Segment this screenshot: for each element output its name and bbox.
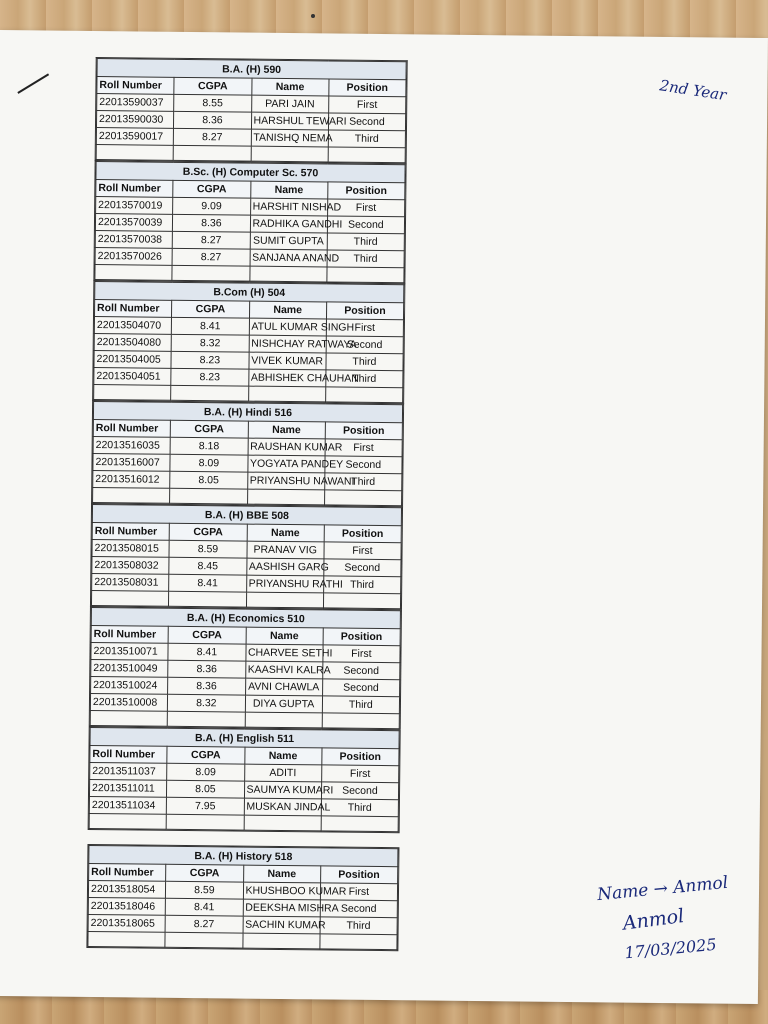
- signature-date: 17/03/2025: [623, 934, 718, 963]
- blank-cell: [242, 933, 319, 949]
- cell-cgpa: 8.41: [169, 574, 246, 592]
- blank-cell: [246, 592, 323, 608]
- column-header-position: Position: [326, 302, 403, 320]
- blank-cell: [170, 488, 247, 504]
- cell-cgpa: 8.09: [170, 454, 247, 472]
- blank-cell: [320, 934, 397, 950]
- cell-position: First: [321, 765, 398, 783]
- course-block: [88, 726, 401, 833]
- blank-cell: [248, 386, 325, 402]
- cell-name: AASHISH GARG: [246, 558, 323, 576]
- blank-cell: [247, 489, 324, 505]
- cell-cgpa: 9.09: [173, 197, 250, 215]
- cell-position: Second: [320, 900, 397, 918]
- column-header-roll: Roll Number: [90, 745, 167, 763]
- blank-cell: [245, 712, 322, 728]
- blank-cell: [173, 145, 250, 161]
- cell-cgpa: 8.27: [165, 915, 242, 933]
- cell-position: First: [324, 542, 401, 560]
- column-header-name: Name: [251, 78, 328, 96]
- blank-cell: [322, 713, 399, 729]
- cell-cgpa: 8.27: [172, 248, 249, 266]
- column-header-cgpa: CGPA: [173, 180, 250, 198]
- blank-cell: [165, 932, 242, 948]
- year-note: 2nd Year: [658, 76, 728, 105]
- course-block: [86, 844, 399, 951]
- cell-roll: 22013504005: [94, 351, 171, 369]
- cell-name: PARI JAIN: [251, 95, 328, 113]
- course-title: B.A. (H) English 511: [90, 727, 399, 748]
- course-title: B.A. (H) BBE 508: [92, 504, 401, 525]
- column-header-cgpa: CGPA: [170, 420, 247, 438]
- blank-cell: [96, 145, 173, 161]
- cell-cgpa: 8.41: [172, 317, 249, 335]
- cell-roll: 22013570026: [95, 248, 172, 266]
- blank-cell: [328, 147, 405, 163]
- cell-name: SACHIN KUMAR: [243, 916, 320, 934]
- cell-name: MUSKAN JINDAL: [244, 798, 321, 816]
- cell-roll: 22013570019: [96, 197, 173, 215]
- cell-cgpa: 8.36: [173, 214, 250, 232]
- cell-position: Third: [326, 370, 403, 388]
- cell-position: First: [325, 439, 402, 457]
- cell-name: PRANAV VIG: [246, 541, 323, 559]
- blank-cell: [171, 385, 248, 401]
- column-header-position: Position: [322, 748, 399, 766]
- cell-roll: 22013511037: [90, 762, 167, 780]
- blank-row: [89, 813, 398, 831]
- cell-cgpa: 8.45: [169, 557, 246, 575]
- blank-cell: [321, 816, 398, 832]
- course-title: B.A. (H) Hindi 516: [93, 402, 402, 423]
- cell-name: SAUMYA KUMARI: [244, 781, 321, 799]
- cell-roll: 22013510008: [90, 693, 167, 711]
- column-header-cgpa: CGPA: [168, 626, 245, 644]
- course-table: [91, 504, 402, 609]
- cell-name: PRIYANSHU RATHI: [246, 575, 323, 593]
- cell-roll: 22013518054: [88, 880, 165, 898]
- blank-cell: [169, 591, 246, 607]
- blank-cell: [166, 814, 243, 830]
- cell-position: Second: [325, 456, 402, 474]
- cell-name: PRIYANSHU NAWANI: [247, 472, 324, 490]
- cell-name: CHARVEE SETHI: [245, 644, 322, 662]
- column-header-name: Name: [248, 421, 325, 439]
- blank-cell: [88, 931, 165, 947]
- blank-cell: [325, 387, 402, 403]
- blank-cell: [249, 266, 326, 282]
- cell-cgpa: 8.27: [172, 231, 249, 249]
- blank-cell: [167, 711, 244, 727]
- cell-position: Third: [327, 233, 404, 251]
- column-header-roll: Roll Number: [92, 522, 169, 540]
- blank-cell: [251, 146, 328, 162]
- blank-cell: [90, 710, 167, 726]
- cell-roll: 22013590017: [96, 128, 173, 146]
- blank-cell: [244, 815, 321, 831]
- cell-name: ATUL KUMAR SINGH: [249, 318, 326, 336]
- cell-cgpa: 8.32: [171, 334, 248, 352]
- cell-name: NISHCHAY RATWAYA: [249, 335, 326, 353]
- cell-roll: 22013516035: [93, 436, 170, 454]
- cell-name: TANISHQ NEMA: [251, 129, 328, 147]
- blank-cell: [93, 487, 170, 503]
- blank-cell: [323, 593, 400, 609]
- cell-name: HARSHUL TEWARI: [251, 112, 328, 130]
- cell-roll: 22013590030: [96, 111, 173, 129]
- column-header-roll: Roll Number: [91, 625, 168, 643]
- column-header-position: Position: [323, 628, 400, 646]
- cell-name: KAASHVI KALRA: [245, 661, 322, 679]
- check-mark: [17, 73, 49, 93]
- results-sheet: [0, 30, 768, 1004]
- cell-name: DEEKSHA MISHRA: [243, 899, 320, 917]
- cell-position: Second: [322, 679, 399, 697]
- cell-position: First: [327, 199, 404, 217]
- cell-cgpa: 8.41: [168, 643, 245, 661]
- cell-cgpa: 8.09: [167, 763, 244, 781]
- cell-roll: 22013508031: [92, 573, 169, 591]
- column-header-name: Name: [243, 865, 320, 883]
- cell-cgpa: 8.36: [168, 677, 245, 695]
- cell-roll: 22013508015: [92, 539, 169, 557]
- cell-name: RAUSHAN KUMAR: [248, 438, 325, 456]
- cell-cgpa: 8.18: [170, 437, 247, 455]
- column-header-name: Name: [247, 524, 324, 542]
- course-title: B.Com (H) 504: [95, 282, 404, 303]
- column-header-cgpa: CGPA: [172, 300, 249, 318]
- cell-roll: 22013510071: [91, 642, 168, 660]
- cell-roll: 22013508032: [92, 556, 169, 574]
- column-header-position: Position: [324, 525, 401, 543]
- cell-name: YOGYATA PANDEY: [247, 455, 324, 473]
- cell-cgpa: 8.55: [174, 94, 251, 112]
- course-title: B.A. (H) Economics 510: [91, 607, 400, 628]
- cell-roll: 22013518065: [88, 914, 165, 932]
- column-header-roll: Roll Number: [93, 419, 170, 437]
- cell-cgpa: 8.59: [169, 540, 246, 558]
- cell-cgpa: 8.23: [171, 368, 248, 386]
- column-header-roll: Roll Number: [97, 77, 174, 95]
- cell-position: Second: [328, 113, 405, 131]
- cell-position: Third: [324, 473, 401, 491]
- blank-cell: [95, 265, 172, 281]
- cell-position: First: [326, 319, 403, 337]
- column-header-cgpa: CGPA: [167, 746, 244, 764]
- course-table: [87, 845, 398, 950]
- cell-cgpa: 8.36: [174, 111, 251, 129]
- cell-name: VIVEK KUMAR: [248, 352, 325, 370]
- cell-roll: 22013518046: [88, 897, 165, 915]
- cell-name: HARSHIT NISHAD: [250, 198, 327, 216]
- course-table: [90, 607, 401, 729]
- cell-position: Third: [323, 576, 400, 594]
- course-block: [93, 160, 406, 283]
- column-header-name: Name: [250, 181, 327, 199]
- cell-position: First: [320, 883, 397, 901]
- column-header-name: Name: [249, 301, 326, 319]
- cell-cgpa: 8.41: [165, 898, 242, 916]
- cell-roll: 22013516007: [93, 453, 170, 471]
- course-table: [93, 281, 404, 403]
- blank-cell: [327, 267, 404, 283]
- cell-roll: 22013511034: [89, 796, 166, 814]
- cell-cgpa: 8.05: [170, 471, 247, 489]
- course-block: [89, 606, 402, 729]
- cell-position: Second: [326, 336, 403, 354]
- blank-cell: [89, 813, 166, 829]
- column-header-name: Name: [246, 627, 323, 645]
- course-table: [92, 401, 403, 506]
- cell-roll: 22013570039: [95, 214, 172, 232]
- column-header-position: Position: [327, 182, 404, 200]
- cell-cgpa: 8.23: [171, 351, 248, 369]
- cell-cgpa: 8.36: [168, 660, 245, 678]
- blank-cell: [324, 490, 401, 506]
- cell-roll: 22013510049: [91, 659, 168, 677]
- cell-cgpa: 8.32: [168, 694, 245, 712]
- cell-roll: 22013570038: [95, 231, 172, 249]
- cell-position: Third: [322, 696, 399, 714]
- cell-name: RADHIKA GANDHI: [250, 215, 327, 233]
- cell-name: KHUSHBOO KUMAR: [243, 882, 320, 900]
- cell-roll: 22013504051: [94, 368, 171, 386]
- column-header-position: Position: [325, 422, 402, 440]
- cell-position: First: [328, 96, 405, 114]
- cell-position: Second: [327, 216, 404, 234]
- course-table: [94, 161, 405, 283]
- column-header-roll: Roll Number: [95, 300, 172, 318]
- cell-position: Second: [321, 782, 398, 800]
- cell-name: SANJANA ANAND: [250, 249, 327, 267]
- course-table: [89, 727, 400, 832]
- column-header-cgpa: CGPA: [174, 77, 251, 95]
- course-table: [96, 58, 407, 163]
- column-header-name: Name: [244, 747, 321, 765]
- column-header-cgpa: CGPA: [169, 523, 246, 541]
- column-header-roll: Roll Number: [96, 180, 173, 198]
- cell-roll: 22013516012: [93, 470, 170, 488]
- cell-cgpa: 7.95: [167, 797, 244, 815]
- column-header-cgpa: CGPA: [166, 864, 243, 882]
- blank-cell: [94, 385, 171, 401]
- cell-name: ADITI: [244, 764, 321, 782]
- course-block: [91, 400, 404, 506]
- cell-roll: 22013590037: [97, 94, 174, 112]
- cell-position: Second: [324, 559, 401, 577]
- cell-name: SUMIT GUPTA: [250, 232, 327, 250]
- course-tables: [86, 57, 407, 951]
- course-title: B.Sc. (H) Computer Sc. 570: [96, 162, 405, 183]
- signature: Anmol: [621, 905, 686, 935]
- cell-name: ABHISHEK CHAUHAN: [248, 369, 325, 387]
- course-block: [90, 503, 403, 609]
- column-header-position: Position: [329, 79, 406, 97]
- cell-position: Third: [321, 799, 398, 817]
- cell-roll: 22013511011: [89, 779, 166, 797]
- cell-roll: 22013504080: [94, 334, 171, 352]
- cell-name: DIYA GUPTA: [245, 695, 322, 713]
- course-title: B.A. (H) History 518: [89, 845, 398, 866]
- cell-position: First: [323, 645, 400, 663]
- cell-position: Third: [327, 250, 404, 268]
- course-block: [95, 57, 408, 163]
- pin-mark: [311, 14, 315, 18]
- column-header-roll: Roll Number: [89, 863, 166, 881]
- cell-roll: 22013510024: [91, 676, 168, 694]
- cell-roll: 22013504070: [94, 317, 171, 335]
- cell-cgpa: 8.27: [174, 128, 251, 146]
- course-title: B.A. (H) 590: [97, 59, 406, 80]
- cell-cgpa: 8.05: [167, 780, 244, 798]
- name-note: Name → Anmol: [596, 872, 729, 906]
- cell-cgpa: 8.59: [166, 881, 243, 899]
- cell-name: AVNI CHAWLA: [245, 678, 322, 696]
- blank-row: [88, 931, 397, 949]
- course-block: [92, 280, 405, 403]
- cell-position: Second: [322, 662, 399, 680]
- blank-cell: [91, 590, 168, 606]
- cell-position: Third: [328, 130, 405, 148]
- cell-position: Third: [320, 917, 397, 935]
- blank-cell: [172, 265, 249, 281]
- column-header-position: Position: [320, 866, 397, 884]
- cell-position: Third: [326, 353, 403, 371]
